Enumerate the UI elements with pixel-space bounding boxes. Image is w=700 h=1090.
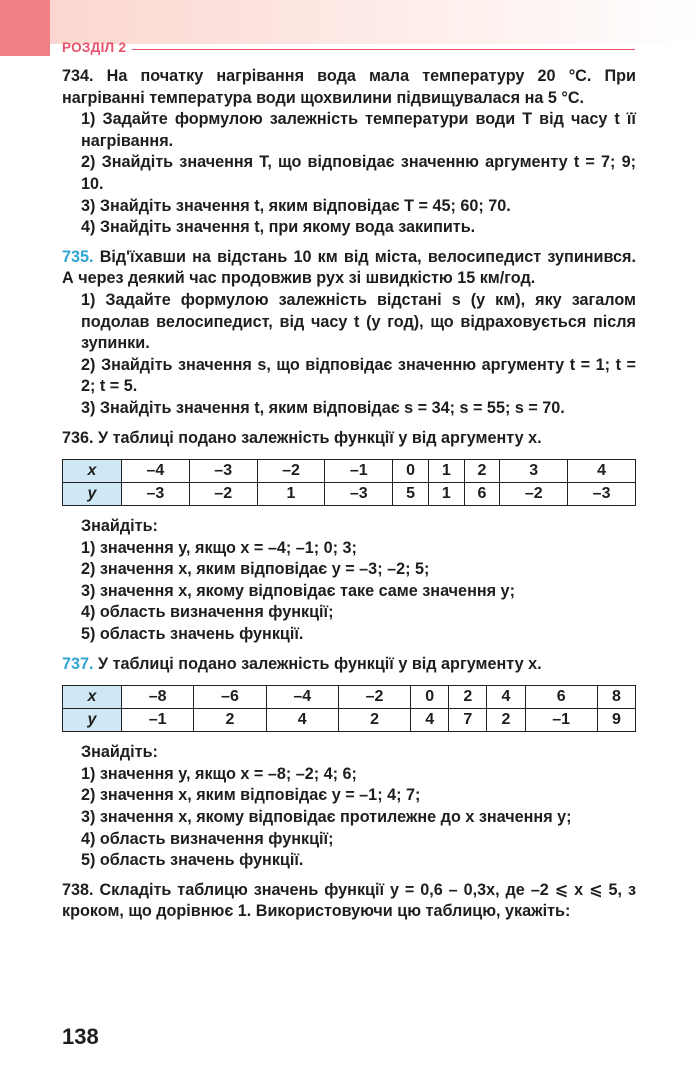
table-cell: –3 [122,483,190,506]
table-cell: 2 [194,709,266,732]
table-cell: 9 [597,709,635,732]
table-cell: 6 [464,483,500,506]
problem-text: Від'їхавши на відстань 10 км від міста, велосипедист зупинився. А через деякий час продовжив рух зі швидкістю 15 км/год. [62,247,636,288]
table-header-x: x [63,460,122,483]
table-cell: –2 [338,686,410,709]
problem-number: 735. [62,247,94,266]
table-cell: 4 [568,460,636,483]
problem-text: У таблиці подано залежність функції y від аргументу x. [98,428,542,447]
table-header-x: x [63,686,122,709]
table-cell: 2 [464,460,500,483]
problem-738-intro [62,880,636,923]
list-item: 2) значення x, яким відповідає y = –1; 4; 7; [81,786,421,805]
problem-text: Складіть таблицю значень функції y = 0,6 – 0,3x, де –2 ⩽ x ⩽ 5, з кроком, що дорівнює 1. Використовуючи цю таблицю, укажіть: [62,880,636,921]
table-cell: 7 [449,709,487,732]
section-label: РОЗДІЛ 2 [62,40,127,55]
values-table-737 [62,685,636,732]
problem-number: 736. [62,428,94,447]
table-cell: 8 [597,686,635,709]
table-cell: 4 [487,686,525,709]
table-cell: –2 [189,483,257,506]
page-content [62,66,636,931]
table-row-y [63,709,636,732]
list-item: 3) значення x, якому відповідає протилежне до x значення y; [81,808,572,827]
list-item: 1) значення y, якщо x = –4; –1; 0; 3; [81,538,357,557]
table-cell: –1 [325,460,393,483]
page-number: 138 [62,1024,99,1049]
table-cell: 2 [487,709,525,732]
problem-735-intro [62,247,636,290]
table-header-y: y [63,709,122,732]
table-header-y: y [63,483,122,506]
table-row-x [63,460,636,483]
list-item: 2) Знайдіть значення s, що відповідає значенню аргументу t = 1; t = 2; t = 5. [81,355,636,396]
find-label: Знайдіть: [81,517,158,536]
table-cell: 0 [393,460,429,483]
table-cell: 4 [411,709,449,732]
table-cell: 5 [393,483,429,506]
list-item: 5) область значень функції. [81,851,304,870]
table-cell: –3 [568,483,636,506]
table-cell: 1 [428,483,464,506]
header-band [0,0,700,44]
table-cell: 6 [525,686,597,709]
problem-736 [62,428,636,646]
table-cell: 3 [500,460,568,483]
table-cell: –3 [189,460,257,483]
table-cell: –4 [122,460,190,483]
list-item: 3) значення x, якому відповідає таке саме значення y; [81,581,515,600]
problem-734-intro [62,66,636,109]
corner-decoration [0,0,50,56]
table-cell: –1 [122,709,194,732]
table-cell: 2 [338,709,410,732]
table-cell: 4 [266,709,338,732]
problem-738 [62,880,636,923]
list-item: 5) область значень функції. [81,625,304,644]
problem-text: У таблиці подано залежність функції y від аргументу x. [98,654,542,673]
list-item: 3) Знайдіть значення t, яким відповідає T = 45; 60; 70. [81,196,511,215]
table-cell: –4 [266,686,338,709]
list-item: 2) значення x, яким відповідає y = –3; –2; 5; [81,560,430,579]
problem-text: На початку нагрівання вода мала температуру 20 °С. При нагріванні температура води щохвилини підвищувалася на 5 °С. [62,67,636,107]
list-item: 1) значення y, якщо x = –8; –2; 4; 6; [81,764,357,783]
section-rule [132,49,635,50]
find-label: Знайдіть: [81,743,158,762]
table-cell: –3 [325,483,393,506]
problem-number: 737. [62,654,94,673]
table-cell: 0 [411,686,449,709]
values-table-736 [62,459,636,506]
table-row-y [63,483,636,506]
list-item: 4) область визначення функції; [81,829,334,848]
problem-737-intro [62,654,636,676]
problem-734 [62,66,636,239]
table-cell: –2 [500,483,568,506]
list-item: 1) Задайте формулою залежність відстані s (у км), яку загалом подолав велосипедист, від часу t (у год), що відраховується після зупинки. [81,290,636,353]
list-item: 4) Знайдіть значення t, при якому вода закипить. [81,218,476,237]
problem-737 [62,654,636,872]
problem-735 [62,247,636,420]
list-item: 1) Задайте формулою залежність температури води T від часу t її нагрівання. [81,110,636,150]
table-cell: 1 [428,460,464,483]
list-item: 3) Знайдіть значення t, яким відповідає s = 34; s = 55; s = 70. [81,398,565,417]
table-cell: 1 [257,483,325,506]
table-cell: 2 [449,686,487,709]
problem-number: 738. [62,880,94,899]
table-row-x [63,686,636,709]
table-cell: –6 [194,686,266,709]
table-cell: –2 [257,460,325,483]
problem-number: 734. [62,67,94,85]
list-item: 4) область визначення функції; [81,603,334,622]
table-cell: –1 [525,709,597,732]
table-cell: –8 [122,686,194,709]
problem-736-intro [62,428,636,450]
list-item: 2) Знайдіть значення T, що відповідає значенню аргументу t = 7; 9; 10. [81,153,636,193]
